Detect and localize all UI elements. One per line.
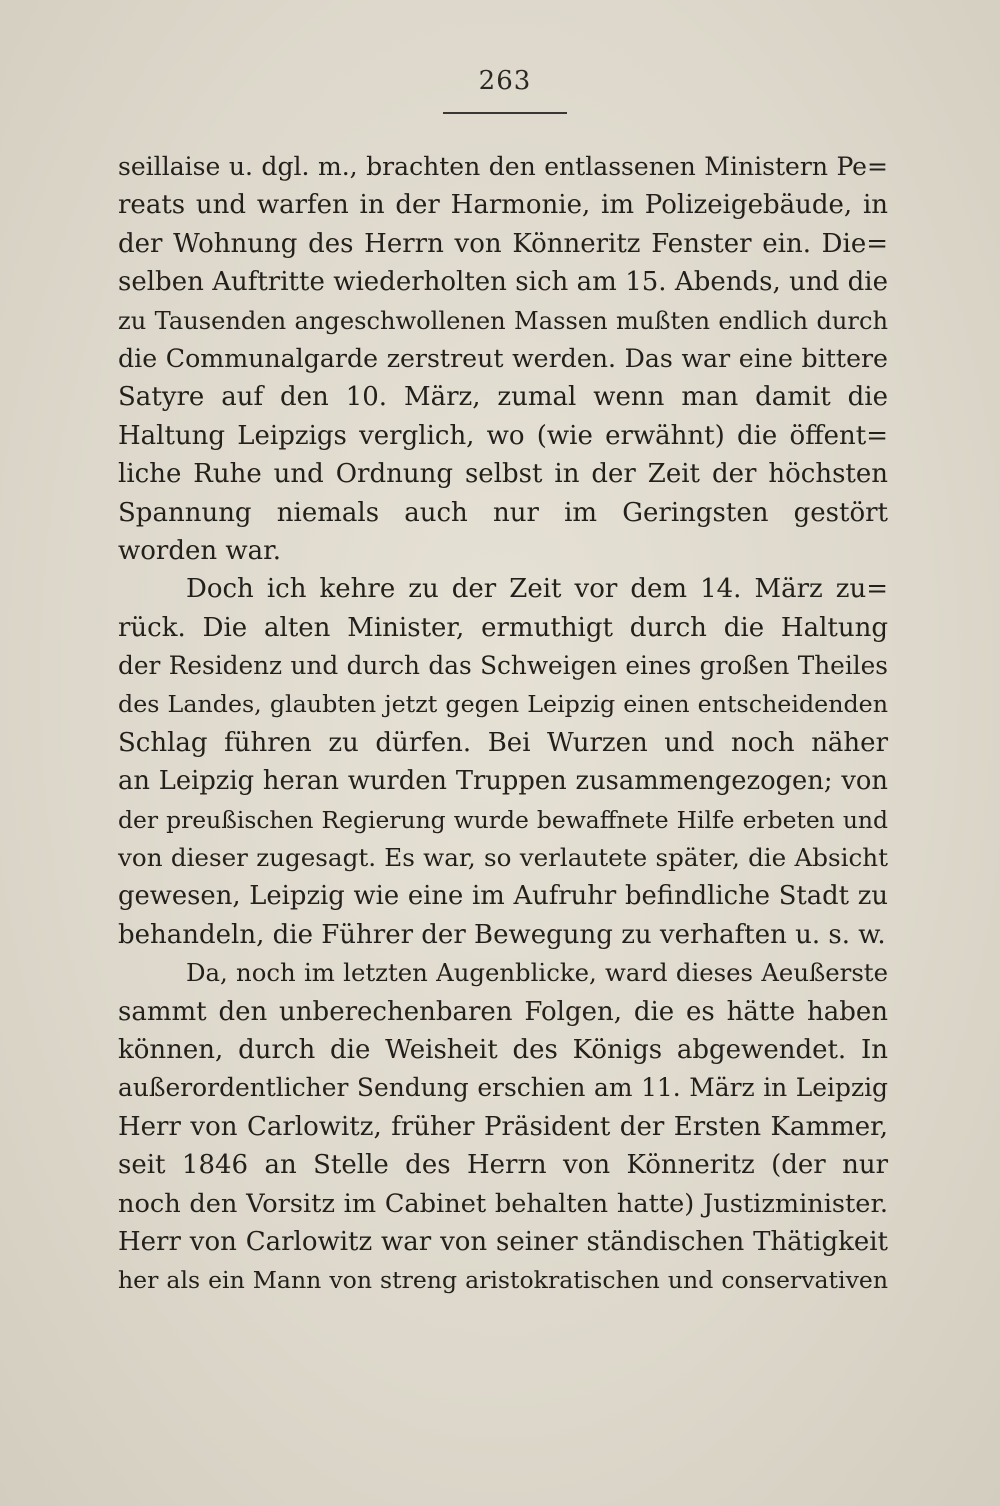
paragraph-start-line: Da, noch im letzten Augenblicke, ward dieses Aeußerste [186,958,888,988]
body-text [118,148,888,1300]
page-number-rule [443,112,567,114]
text-line: sammt den unberechenbaren Folgen, die es hätte haben [118,996,888,1027]
text-line: gewesen, Leipzig wie eine im Aufruhr befindliche Stadt zu [118,881,888,912]
text-line: seillaise u. dgl. m., brachten den entlassenen Ministern Pe= [118,152,888,181]
text-line: noch den Vorsitz im Cabinet behalten hatte) Justizminister. [118,1188,888,1219]
text-line: zu Tausenden angeschwollenen Massen mußten endlich durch [118,306,888,335]
text-line: von dieser zugesagt. Es war, so verlautete später, die Absicht [118,843,888,873]
text-line: liche Ruhe und Ordnung selbst in der Zeit der höchsten [118,459,888,490]
text-line: Herr von Carlowitz, früher Präsident der Ersten Kammer, [118,1111,888,1142]
text-line: der Wohnung des Herrn von Könneritz Fenster ein. Die= [118,228,888,259]
text-line: außerordentlicher Sendung erschien am 11. März in Leipzig [118,1073,888,1103]
text-line: seit 1846 an Stelle des Herrn von Könneritz (der nur [118,1150,888,1181]
text-line: Spannung niemals auch nur im Geringsten gestört [118,497,888,528]
text-line: können, durch die Weisheit des Königs abgewendet. In [118,1034,888,1065]
paragraph-start-line: Doch ich kehre zu der Zeit vor dem 14. März zu= [186,574,888,605]
text-line: selben Auftritte wiederholten sich am 15. Abends, und die [118,267,888,298]
text-line: behandeln, die Führer der Bewegung zu verhaften u. s. w. [118,919,886,950]
text-line: Satyre auf den 10. März, zumal wenn man damit die [118,382,888,413]
text-line: des Landes, glaubten jetzt gegen Leipzig einen entscheidenden [118,690,888,719]
text-line: rück. Die alten Minister, ermuthigt durch die Haltung [118,612,888,643]
text-line: an Leipzig heran wurden Truppen zusammengezogen; von [118,766,888,797]
text-line: reats und warfen in der Harmonie, im Polizeigebäude, in [118,190,888,221]
text-line: worden war. [118,535,281,566]
text-line: her als ein Mann von streng aristokratischen und conservativen [118,1266,888,1295]
text-line: der preußischen Regierung wurde bewaffnete Hilfe erbeten und [118,805,888,834]
text-line: Haltung Leipzigs verglich, wo (wie erwähnt) die öffent= [118,420,888,451]
text-line: Herr von Carlowitz war von seiner ständischen Thätigkeit [118,1226,888,1257]
text-line: die Communalgarde zerstreut werden. Das war eine bittere [118,343,888,373]
text-line: Schlag führen zu dürfen. Bei Wurzen und noch näher [118,727,888,758]
text-line: der Residenz und durch das Schweigen eines großen Theiles [118,651,888,681]
page-number: 263 [478,66,532,96]
